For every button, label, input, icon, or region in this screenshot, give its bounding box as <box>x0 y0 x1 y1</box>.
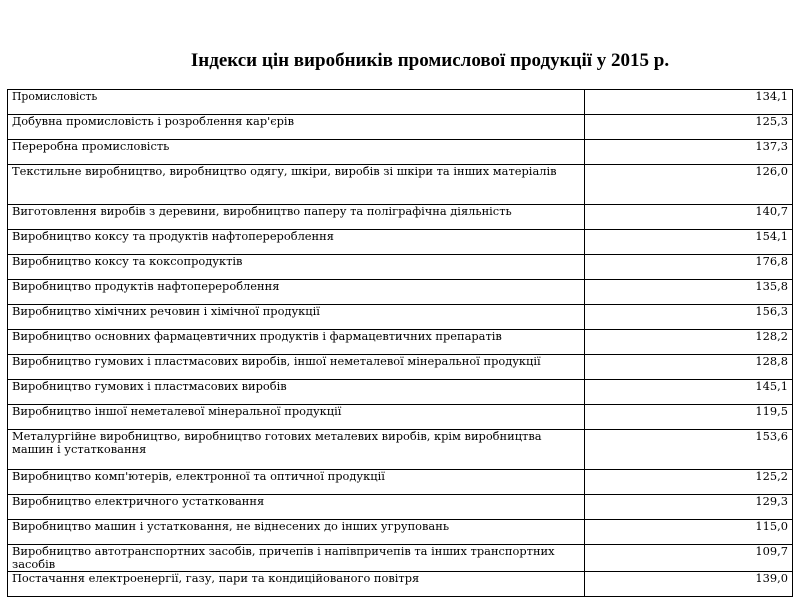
price-index-table <box>7 89 793 597</box>
index-value: 140,7 <box>585 205 793 230</box>
industry-name: Добувна промисловість і розроблення кар'єрів <box>8 115 585 140</box>
index-value: 135,8 <box>585 280 793 305</box>
index-value: 115,0 <box>585 520 793 545</box>
index-value: 134,1 <box>585 90 793 115</box>
table-row <box>8 495 793 520</box>
industry-name: Виробництво машин і устатковання, не віднесених до інших угруповань <box>8 520 585 545</box>
industry-name: Виробництво гумових і пластмасових виробів <box>8 380 585 405</box>
table-row <box>8 355 793 380</box>
table-row <box>8 115 793 140</box>
table-row <box>8 255 793 280</box>
index-value: 145,1 <box>585 380 793 405</box>
table-row <box>8 140 793 165</box>
industry-name: Виробництво основних фармацевтичних продуктів і фармацевтичних препаратів <box>8 330 585 355</box>
industry-name: Виробництво комп'ютерів, електронної та оптичної продукції <box>8 470 585 495</box>
index-value: 154,1 <box>585 230 793 255</box>
industry-name: Виробництво коксу та коксопродуктів <box>8 255 585 280</box>
table-row <box>8 405 793 430</box>
table-row <box>8 280 793 305</box>
table-row <box>8 572 793 597</box>
industry-name: Текстильне виробництво, виробництво одягу, шкіри, виробів зі шкіри та інших матеріалів <box>8 165 585 205</box>
table-row <box>8 545 793 572</box>
table-row <box>8 380 793 405</box>
industry-name: Металургійне виробництво, виробництво готових металевих виробів, крім виробництва машин і устатковання <box>8 430 585 470</box>
index-value: 129,3 <box>585 495 793 520</box>
table-row <box>8 520 793 545</box>
industry-name: Виробництво гумових і пластмасових виробів, іншої неметалевої мінеральної продукції <box>8 355 585 380</box>
industry-name: Виробництво хімічних речовин і хімічної продукції <box>8 305 585 330</box>
index-value: 119,5 <box>585 405 793 430</box>
table-row <box>8 330 793 355</box>
industry-name: Виробництво електричного устатковання <box>8 495 585 520</box>
index-value: 128,2 <box>585 330 793 355</box>
index-value: 156,3 <box>585 305 793 330</box>
industry-name: Виробництво продуктів нафтоперероблення <box>8 280 585 305</box>
industry-name: Виробництво коксу та продуктів нафтоперероблення <box>8 230 585 255</box>
index-value: 128,8 <box>585 355 793 380</box>
industry-name: Постачання електроенергії, газу, пари та кондиційованого повітря <box>8 572 585 597</box>
index-value: 176,8 <box>585 255 793 280</box>
index-value: 126,0 <box>585 165 793 205</box>
table-row <box>8 90 793 115</box>
index-value: 125,2 <box>585 470 793 495</box>
industry-name: Переробна промисловість <box>8 140 585 165</box>
index-value: 137,3 <box>585 140 793 165</box>
index-value: 139,0 <box>585 572 793 597</box>
industry-name: Виробництво автотранспортних засобів, причепів і напівпричепів та інших транспортних засобів <box>8 545 585 572</box>
table-row <box>8 430 793 470</box>
index-value: 153,6 <box>585 430 793 470</box>
industry-name: Виробництво іншої неметалевої мінеральної продукції <box>8 405 585 430</box>
index-value: 109,7 <box>585 545 793 572</box>
industry-name: Виготовлення виробів з деревини, виробництво паперу та поліграфічна діяльність <box>8 205 585 230</box>
page-title: Індекси цін виробників промислової продукції у 2015 р. <box>190 50 670 71</box>
table-row <box>8 230 793 255</box>
industry-name: Промисловість <box>8 90 585 115</box>
table-row <box>8 305 793 330</box>
table-row <box>8 205 793 230</box>
index-value: 125,3 <box>585 115 793 140</box>
table-row <box>8 165 793 205</box>
table-row <box>8 470 793 495</box>
